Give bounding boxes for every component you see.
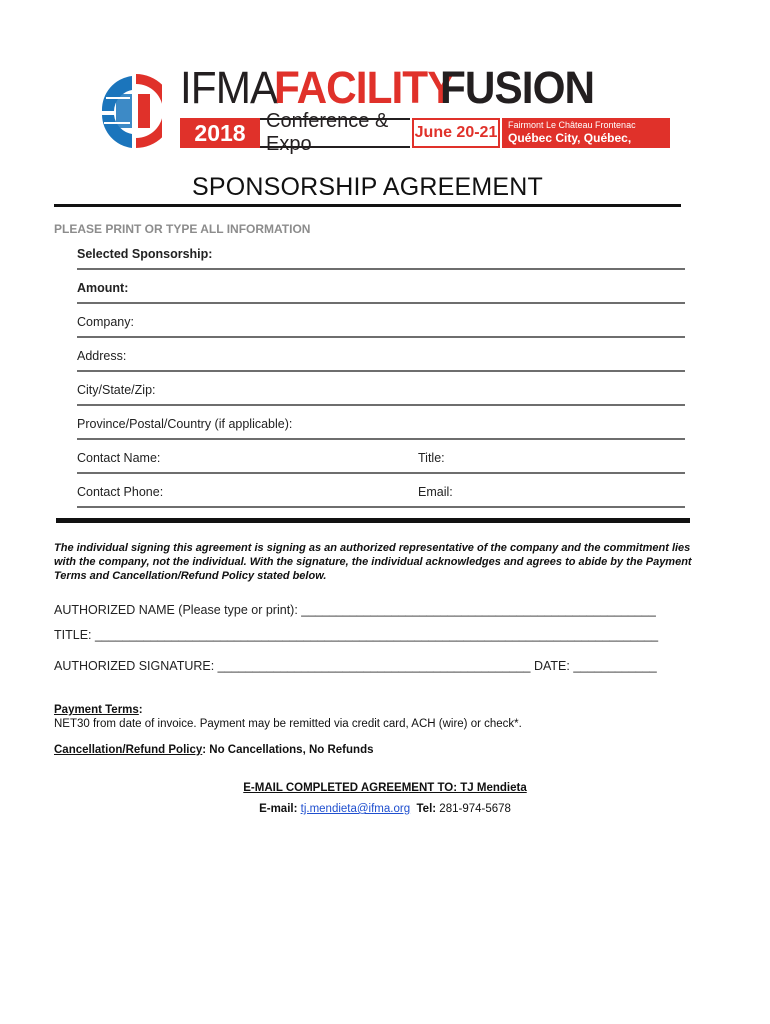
print-instruction: PLEASE PRINT OR TYPE ALL INFORMATION [54,222,311,236]
page-title: SPONSORSHIP AGREEMENT [191,173,544,201]
tel-label: Tel: [416,803,437,815]
brand-facility: FACILITY [273,62,454,113]
payment-terms-heading [54,704,143,716]
title-label: Title: [418,451,445,465]
title-divider [54,204,681,207]
signatory-title-line[interactable]: TITLE: _________________________________________________________________________________ [54,628,659,642]
cancellation-policy-label: Cancellation/Refund Policy [54,744,203,756]
contact-name-title-row[interactable] [77,440,685,474]
email-instruction-text: E-MAIL COMPLETED AGREEMENT TO: TJ Mendieta [243,782,527,794]
payment-terms-text: NET30 from date of invoice. Payment may be remitted via credit card, ACH (wire) or check*. [54,718,522,730]
province-label: Province/Postal/Country (if applicable): [77,417,293,431]
authorized-signature-line[interactable]: AUTHORIZED SIGNATURE: _____________________________________________ DATE: ____________ [54,659,657,673]
email-contact-label: E-mail: [259,803,298,815]
venue-name: Fairmont Le Château Frontenac [508,120,636,130]
contact-phone-email-row[interactable] [77,474,685,508]
email-link[interactable]: tj.mendieta@ifma.org [300,803,411,815]
event-dates: June 20-21 [412,118,500,148]
company-label: Company: [77,315,134,329]
section-divider [56,518,690,523]
brand-wordmark [180,64,604,112]
venue-city: Québec City, Québec, Canada [508,131,632,160]
selected-sponsorship-label: Selected Sponsorship: [77,247,213,261]
address-label: Address: [77,349,127,363]
globe-logo-icon [96,68,162,154]
contact-name-label: Contact Name: [77,451,161,465]
contact-phone-label: Contact Phone: [77,485,164,499]
event-info-row [180,110,670,160]
tel-number: 281-974-5678 [439,803,511,815]
event-logo [96,62,666,162]
cancellation-policy [54,744,374,756]
contact-info [0,803,770,815]
province-field[interactable] [77,406,685,440]
email-label: Email: [418,485,453,499]
brand-ifma: IFMA [180,62,278,113]
payment-terms-colon: : [138,704,143,716]
cancellation-policy-text: : No Cancellations, No Refunds [202,744,374,756]
address-field[interactable] [77,338,685,372]
city-state-zip-field[interactable] [77,372,685,406]
selected-sponsorship-field[interactable] [77,236,685,270]
amount-label: Amount: [77,281,129,295]
conference-label: Conference & Expo [260,118,410,148]
amount-field[interactable] [77,270,685,304]
city-state-zip-label: City/State/Zip: [77,383,156,397]
event-location [502,118,670,160]
authorized-name-line[interactable]: AUTHORIZED NAME (Please type or print): ___________________________________________________ [54,603,656,617]
title-block [54,172,681,207]
email-instruction [0,782,770,794]
authorization-statement: The individual signing this agreement is signing as an authorized representative of the company and the commitment lies with the company, not the individual. With the signature, the individual acknowledges and agrees to abide by the Payment Terms and Cancellation/Refund Policy stated below. [54,542,692,582]
year-badge: 2018 [180,118,260,148]
payment-terms-heading-text: Payment Terms [54,704,139,716]
brand-fusion: FUSION [439,62,594,113]
company-field[interactable] [77,304,685,338]
